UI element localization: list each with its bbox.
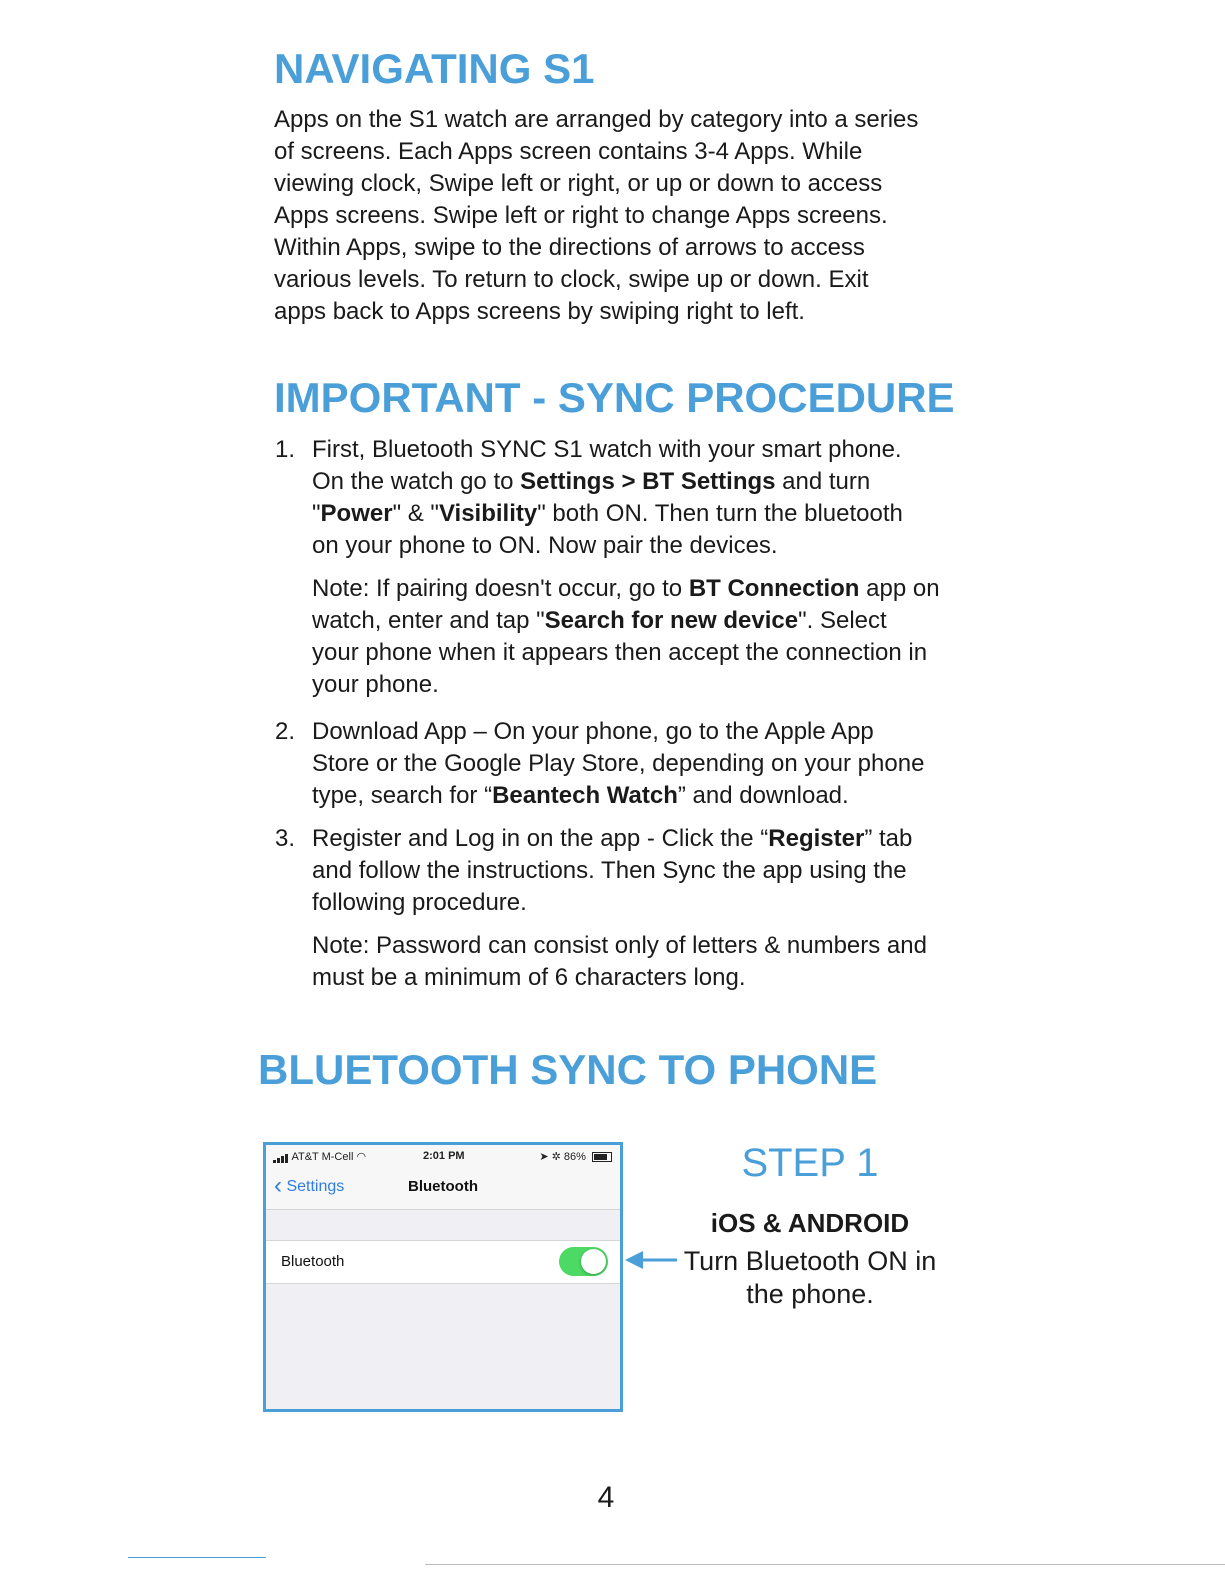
- status-time: 2:01 PM: [423, 1150, 465, 1162]
- step-description: [676, 1245, 944, 1311]
- bold-beantech-watch: Beantech Watch: [492, 782, 678, 809]
- text-line: watch, enter and tap "Search for new device". Select: [312, 607, 887, 634]
- arrow-left-icon: [625, 1249, 677, 1271]
- section-title-sync: IMPORTANT - SYNC PROCEDURE: [274, 374, 955, 421]
- bluetooth-status-icon: ✲: [551, 1151, 561, 1163]
- text-line: Apps on the S1 watch are arranged by category into a series: [274, 106, 919, 133]
- page-number: 4: [597, 1481, 615, 1514]
- text-line: on your phone to ON. Now pair the devices.: [312, 532, 778, 559]
- text-line: Note: Password can consist only of letters & numbers and: [312, 932, 927, 959]
- list-number: 2.: [275, 718, 296, 745]
- text-line: viewing clock, Swipe left or right, or up or down to access: [274, 170, 883, 197]
- step-platforms: iOS & ANDROID: [710, 1208, 910, 1238]
- text-line: apps back to Apps screens by swiping right to left.: [274, 298, 805, 325]
- text-line: "Power" & "Visibility" both ON. Then turn the bluetooth: [312, 500, 903, 527]
- text-line: type, search for “Beantech Watch” and download.: [312, 782, 849, 809]
- text-line: and follow the instructions. Then Sync the app using the: [312, 857, 907, 884]
- footer-rule-left: [128, 1557, 266, 1558]
- text-line: the phone.: [746, 1279, 874, 1309]
- list-number: 3.: [275, 825, 296, 852]
- text-line: Turn Bluetooth ON in: [683, 1246, 937, 1276]
- navigating-paragraph: [274, 104, 974, 328]
- bold-register: Register: [768, 825, 865, 852]
- bold-settings: Settings > BT Settings: [520, 468, 776, 495]
- text-line: Register and Log in on the app - Click the “Register” tab: [312, 825, 913, 852]
- text-line: your phone.: [312, 671, 439, 698]
- status-bar: [266, 1145, 620, 1167]
- text-line: various levels. To return to clock, swipe up or down. Exit: [274, 266, 869, 293]
- list-number: 1.: [275, 436, 296, 463]
- bluetooth-row-label: Bluetooth: [281, 1253, 345, 1270]
- text-line: of screens. Each Apps screen contains 3-4 Apps. While: [274, 138, 863, 165]
- text-line: Download App – On your phone, go to the Apple App: [312, 718, 874, 745]
- bluetooth-setting-row: [266, 1240, 620, 1284]
- text-line: Store or the Google Play Store, depending on your phone: [312, 750, 925, 777]
- wifi-icon: ◠: [356, 1151, 367, 1163]
- footer-rule-right: [425, 1564, 1225, 1565]
- step-title: STEP 1: [741, 1141, 879, 1185]
- battery-icon: [592, 1152, 612, 1162]
- text-line: On the watch go to Settings > BT Settings and turn: [312, 468, 871, 495]
- bold-bt-connection: BT Connection: [688, 575, 860, 602]
- carrier-info: [273, 1150, 366, 1163]
- carrier-label: AT&T M-Cell: [291, 1151, 354, 1163]
- back-button[interactable]: [274, 1172, 345, 1199]
- nav-title: Bluetooth: [408, 1178, 478, 1195]
- signal-icon: [273, 1151, 289, 1163]
- nav-bar: [266, 1167, 620, 1210]
- text-line: Apps screens. Swipe left or right to change Apps screens.: [274, 202, 888, 229]
- back-label: Settings: [286, 1178, 345, 1195]
- text-line: Within Apps, swipe to the directions of arrows to access: [274, 234, 865, 261]
- text-line: must be a minimum of 6 characters long.: [312, 964, 746, 991]
- bluetooth-toggle[interactable]: [559, 1247, 608, 1276]
- text-line: following procedure.: [312, 889, 527, 916]
- status-right: [539, 1150, 612, 1163]
- text-line: Note: If pairing doesn't occur, go to BT Connection app on: [312, 575, 940, 602]
- section-title-navigating: NAVIGATING S1: [274, 45, 595, 92]
- bold-power: Power: [320, 500, 393, 527]
- text-line: your phone when it appears then accept the connection in: [312, 639, 928, 666]
- phone-screenshot: [263, 1142, 623, 1412]
- location-icon: ➤: [539, 1151, 549, 1163]
- text-line: First, Bluetooth SYNC S1 watch with your smart phone.: [312, 436, 902, 463]
- battery-percent: 86%: [563, 1151, 586, 1163]
- bold-search-device: Search for new device: [544, 607, 799, 634]
- toggle-knob: [581, 1249, 606, 1274]
- bold-visibility: Visibility: [438, 500, 538, 527]
- chevron-left-icon: ‹: [274, 1172, 282, 1199]
- section-title-bluetooth: BLUETOOTH SYNC TO PHONE: [258, 1046, 878, 1093]
